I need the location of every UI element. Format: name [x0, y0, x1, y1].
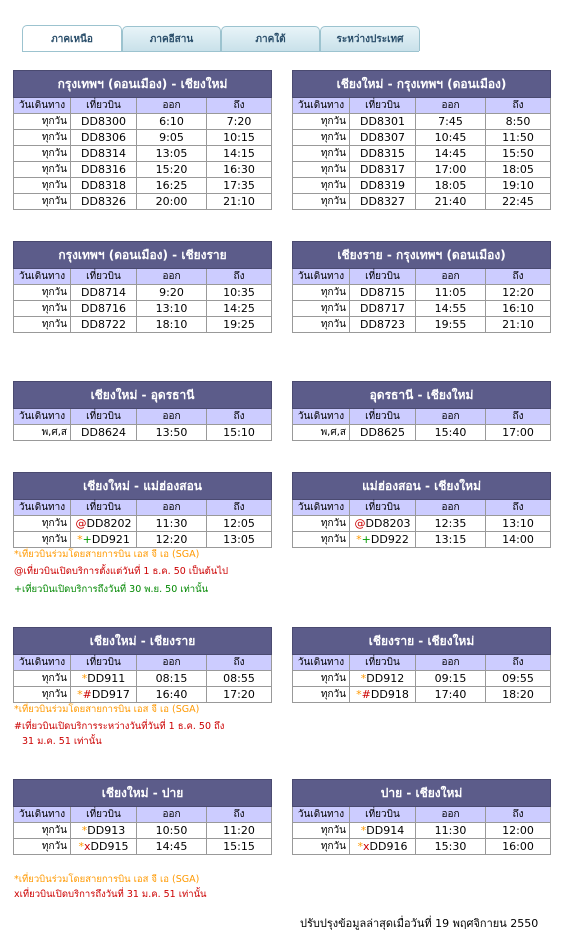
col-header-depart: ออก — [416, 98, 486, 114]
travel-day: ทุกวัน — [14, 687, 71, 703]
depart-time: 18:05 — [416, 178, 486, 194]
col-header-depart: ออก — [137, 500, 207, 516]
col-header-arrive: ถึง — [207, 500, 272, 516]
col-header-flight: เที่ยวบิน — [350, 807, 416, 823]
flight-row — [14, 687, 272, 703]
flight-row — [14, 532, 272, 548]
depart-time: 13:10 — [137, 301, 207, 317]
travel-day: ทุกวัน — [293, 839, 350, 855]
flight-cell — [350, 532, 416, 548]
tab-international[interactable] — [320, 26, 420, 51]
flight-cell — [350, 146, 416, 162]
flight-row — [293, 114, 551, 130]
flight-cell — [71, 516, 137, 532]
flight-number: DD912 — [366, 672, 405, 685]
flight-note-marker: *x — [357, 840, 370, 853]
flight-cell — [71, 823, 137, 839]
col-header-flight: เที่ยวบิน — [71, 500, 137, 516]
depart-time: 20:00 — [137, 194, 207, 210]
arrive-time: 09:55 — [486, 671, 551, 687]
col-header-flight: เที่ยวบิน — [71, 807, 137, 823]
col-header-day: วันเดินทาง — [14, 807, 71, 823]
arrive-time: 8:50 — [486, 114, 551, 130]
arrive-time: 17:00 — [486, 425, 551, 441]
arrive-time: 15:15 — [207, 839, 272, 855]
col-header-flight: เที่ยวบิน — [350, 655, 416, 671]
depart-time: 11:30 — [137, 516, 207, 532]
travel-day: ทุกวัน — [14, 839, 71, 855]
flight-cell — [350, 114, 416, 130]
arrive-time: 15:10 — [207, 425, 272, 441]
note-until-date: xเที่ยวบินเปิดบริการถึงวันที่ 31 ม.ค. 51 เท่านั้น — [14, 889, 207, 900]
flight-row — [293, 178, 551, 194]
travel-day: พ,ศ,ส — [14, 425, 71, 441]
depart-time: 14:45 — [137, 839, 207, 855]
col-header-day: วันเดินทาง — [293, 269, 350, 285]
tab-label: ภาคเหนือ — [51, 33, 93, 45]
travel-day: ทุกวัน — [14, 301, 71, 317]
flight-cell — [350, 516, 416, 532]
flight-cell — [350, 162, 416, 178]
flight-number: DD8717 — [360, 302, 405, 315]
depart-time: 9:20 — [137, 285, 207, 301]
depart-time: 15:40 — [416, 425, 486, 441]
flight-row — [14, 194, 272, 210]
flight-row — [293, 823, 551, 839]
schedule-table — [292, 381, 551, 441]
col-header-day: วันเดินทาง — [293, 807, 350, 823]
depart-time: 14:45 — [416, 146, 486, 162]
flight-note-marker: @ — [75, 517, 87, 530]
depart-time: 12:35 — [416, 516, 486, 532]
arrive-time: 19:25 — [207, 317, 272, 333]
flight-cell — [350, 687, 416, 703]
col-header-arrive: ถึง — [207, 269, 272, 285]
schedule-table — [13, 627, 272, 703]
flight-cell — [350, 178, 416, 194]
travel-day: ทุกวัน — [14, 162, 71, 178]
route-title: แม่ฮ่องสอน - เชียงใหม่ — [293, 473, 551, 500]
flight-note-marker: @ — [354, 517, 366, 530]
arrive-time: 16:30 — [207, 162, 272, 178]
col-header-flight: เที่ยวบิน — [350, 98, 416, 114]
flight-number: DD8319 — [360, 179, 405, 192]
flight-number: DD8307 — [360, 131, 405, 144]
flight-cell — [71, 839, 137, 855]
flight-cell — [71, 425, 137, 441]
travel-day: ทุกวัน — [293, 194, 350, 210]
flight-number: DD913 — [87, 824, 126, 837]
arrive-time: 10:35 — [207, 285, 272, 301]
col-header-arrive: ถึง — [486, 98, 551, 114]
route-title: เชียงราย - กรุงเทพฯ (ดอนเมือง) — [293, 242, 551, 269]
travel-day: ทุกวัน — [14, 516, 71, 532]
flight-number: DD8202 — [86, 517, 132, 530]
arrive-time: 17:20 — [207, 687, 272, 703]
arrive-time: 21:10 — [486, 317, 551, 333]
flight-row — [293, 130, 551, 146]
col-header-flight: เที่ยวบิน — [350, 269, 416, 285]
travel-day: ทุกวัน — [14, 194, 71, 210]
col-header-flight: เที่ยวบิน — [71, 409, 137, 425]
flight-row — [293, 162, 551, 178]
travel-day: ทุกวัน — [293, 687, 350, 703]
col-header-day: วันเดินทาง — [14, 269, 71, 285]
flight-cell — [350, 130, 416, 146]
depart-time: 17:40 — [416, 687, 486, 703]
tab-label: ระหว่างประเทศ — [336, 33, 404, 45]
note-sga: *เที่ยวบินร่วมโดยสายการบิน เอส จี เอ (SGA) — [14, 874, 200, 885]
route-title: กรุงเทพฯ (ดอนเมือง) - เชียงใหม่ — [14, 71, 272, 98]
flight-number: DD8318 — [81, 179, 126, 192]
depart-time: 21:40 — [416, 194, 486, 210]
col-header-depart: ออก — [137, 655, 207, 671]
arrive-time: 14:25 — [207, 301, 272, 317]
depart-time: 11:30 — [416, 823, 486, 839]
flight-cell — [71, 317, 137, 333]
flight-cell — [350, 425, 416, 441]
flight-row — [14, 130, 272, 146]
depart-time: 13:05 — [137, 146, 207, 162]
arrive-time: 08:55 — [207, 671, 272, 687]
note-until-date: +เที่ยวบินเปิดบริการถึงวันที่ 30 พ.ย. 50 เท่านั้น — [14, 584, 209, 595]
depart-time: 13:50 — [137, 425, 207, 441]
travel-day: ทุกวัน — [293, 162, 350, 178]
col-header-day: วันเดินทาง — [293, 98, 350, 114]
route-title: เชียงใหม่ - เชียงราย — [14, 628, 272, 655]
flight-number: DD8316 — [81, 163, 126, 176]
col-header-depart: ออก — [416, 500, 486, 516]
col-header-arrive: ถึง — [207, 655, 272, 671]
flight-number: DD914 — [366, 824, 405, 837]
flight-number: DD8315 — [360, 147, 405, 160]
col-header-arrive: ถึง — [207, 98, 272, 114]
flight-number: DD917 — [91, 688, 130, 701]
col-header-depart: ออก — [137, 98, 207, 114]
travel-day: ทุกวัน — [14, 823, 71, 839]
schedule-table — [13, 70, 272, 210]
route-title: อุดรธานี - เชียงใหม่ — [293, 382, 551, 409]
schedule-table — [292, 472, 551, 548]
col-header-day: วันเดินทาง — [293, 655, 350, 671]
depart-time: 14:55 — [416, 301, 486, 317]
travel-day: ทุกวัน — [293, 130, 350, 146]
flight-number: DD8625 — [360, 426, 405, 439]
route-title: เชียงใหม่ - กรุงเทพฯ (ดอนเมือง) — [293, 71, 551, 98]
note-from-date: @เที่ยวบินเปิดบริการตั้งแต่วันที่ 1 ธ.ค. 50 เป็นต้นไป — [14, 566, 229, 577]
depart-time: 13:15 — [416, 532, 486, 548]
tab-divider — [22, 51, 419, 52]
route-title: เชียงใหม่ - แม่ฮ่องสอน — [14, 473, 272, 500]
col-header-arrive: ถึง — [207, 807, 272, 823]
col-header-arrive: ถึง — [486, 409, 551, 425]
arrive-time: 21:10 — [207, 194, 272, 210]
route-title: เชียงใหม่ - ปาย — [14, 780, 272, 807]
flight-row — [14, 146, 272, 162]
arrive-time: 15:50 — [486, 146, 551, 162]
depart-time: 15:30 — [416, 839, 486, 855]
flight-cell — [71, 194, 137, 210]
flight-cell — [350, 194, 416, 210]
flight-number: DD922 — [370, 533, 409, 546]
arrive-time: 16:00 — [486, 839, 551, 855]
col-header-depart: ออก — [416, 655, 486, 671]
flight-number: DD8714 — [81, 286, 126, 299]
flight-row — [14, 301, 272, 317]
col-header-day: วันเดินทาง — [14, 409, 71, 425]
flight-row — [14, 317, 272, 333]
depart-time: 09:15 — [416, 671, 486, 687]
travel-day: ทุกวัน — [14, 146, 71, 162]
flight-cell — [71, 114, 137, 130]
tab-label: ภาคอีสาน — [149, 33, 194, 45]
col-header-arrive: ถึง — [486, 500, 551, 516]
travel-day: ทุกวัน — [14, 285, 71, 301]
travel-day: ทุกวัน — [293, 146, 350, 162]
travel-day: ทุกวัน — [293, 516, 350, 532]
col-header-flight: เที่ยวบิน — [350, 409, 416, 425]
flight-row — [293, 194, 551, 210]
flight-cell — [71, 687, 137, 703]
flight-note-marker: *+ — [77, 533, 92, 546]
flight-note-marker: *# — [356, 688, 371, 701]
depart-time: 17:00 — [416, 162, 486, 178]
col-header-day: วันเดินทาง — [14, 500, 71, 516]
depart-time: 16:40 — [137, 687, 207, 703]
travel-day: ทุกวัน — [14, 317, 71, 333]
travel-day: ทุกวัน — [293, 301, 350, 317]
travel-day: พ,ศ,ส — [293, 425, 350, 441]
flight-cell — [350, 301, 416, 317]
travel-day: ทุกวัน — [293, 285, 350, 301]
arrive-time: 10:15 — [207, 130, 272, 146]
flight-cell — [350, 285, 416, 301]
tab-northeast[interactable] — [122, 26, 221, 51]
flight-cell — [71, 285, 137, 301]
flight-note-marker: * — [360, 672, 367, 685]
flight-number: DD8624 — [81, 426, 126, 439]
travel-day: ทุกวัน — [293, 532, 350, 548]
col-header-day: วันเดินทาง — [293, 500, 350, 516]
flight-row — [293, 285, 551, 301]
flight-number: DD8723 — [360, 318, 405, 331]
depart-time: 16:25 — [137, 178, 207, 194]
schedule-table — [292, 627, 551, 703]
schedule-table — [13, 472, 272, 548]
arrive-time: 12:05 — [207, 516, 272, 532]
arrive-time: 13:10 — [486, 516, 551, 532]
depart-time: 19:55 — [416, 317, 486, 333]
flight-cell — [350, 671, 416, 687]
flight-note-marker: *# — [77, 688, 92, 701]
depart-time: 10:45 — [416, 130, 486, 146]
travel-day: ทุกวัน — [293, 178, 350, 194]
depart-time: 7:45 — [416, 114, 486, 130]
flight-number: DD8300 — [81, 115, 126, 128]
travel-day: ทุกวัน — [293, 823, 350, 839]
flight-number: DD916 — [369, 840, 408, 853]
schedule-table — [13, 241, 272, 333]
col-header-depart: ออก — [137, 409, 207, 425]
travel-day: ทุกวัน — [293, 671, 350, 687]
col-header-arrive: ถึง — [486, 269, 551, 285]
flight-cell — [71, 162, 137, 178]
flight-number: DD8715 — [360, 286, 405, 299]
flight-row — [293, 301, 551, 317]
flight-cell — [71, 130, 137, 146]
tab-south[interactable] — [221, 26, 320, 51]
flight-number: DD8722 — [81, 318, 126, 331]
flight-row — [293, 532, 551, 548]
flight-row — [14, 178, 272, 194]
flight-note-marker: * — [81, 824, 88, 837]
col-header-arrive: ถึง — [486, 655, 551, 671]
arrive-time: 12:00 — [486, 823, 551, 839]
flight-cell — [350, 839, 416, 855]
travel-day: ทุกวัน — [14, 671, 71, 687]
arrive-time: 11:50 — [486, 130, 551, 146]
flight-number: DD918 — [370, 688, 409, 701]
flight-number: DD8326 — [81, 195, 126, 208]
flight-number: DD8317 — [360, 163, 405, 176]
travel-day: ทุกวัน — [14, 178, 71, 194]
arrive-time: 17:35 — [207, 178, 272, 194]
flight-row — [293, 839, 551, 855]
col-header-depart: ออก — [416, 807, 486, 823]
schedule-table — [292, 70, 551, 210]
arrive-time: 22:45 — [486, 194, 551, 210]
flight-row — [14, 516, 272, 532]
col-header-flight: เที่ยวบิน — [71, 269, 137, 285]
flight-row — [14, 425, 272, 441]
depart-time: 10:50 — [137, 823, 207, 839]
arrive-time: 14:15 — [207, 146, 272, 162]
schedule-table — [292, 779, 551, 855]
route-title: เชียงใหม่ - อุดรธานี — [14, 382, 272, 409]
tab-label: ภาคใต้ — [255, 33, 286, 45]
route-title: ปาย - เชียงใหม่ — [293, 780, 551, 807]
travel-day: ทุกวัน — [293, 317, 350, 333]
flight-cell — [71, 146, 137, 162]
flight-cell — [71, 671, 137, 687]
arrive-time: 14:00 — [486, 532, 551, 548]
travel-day: ทุกวัน — [14, 130, 71, 146]
route-title: กรุงเทพฯ (ดอนเมือง) - เชียงราย — [14, 242, 272, 269]
tab-north[interactable] — [22, 25, 122, 52]
col-header-day: วันเดินทาง — [14, 655, 71, 671]
flight-cell — [71, 532, 137, 548]
flight-row — [293, 146, 551, 162]
arrive-time: 18:05 — [486, 162, 551, 178]
flight-row — [293, 317, 551, 333]
last-updated: ปรับปรุงข้อมูลล่าสุดเมื่อวันที่ 19 พฤศจิกายน 2550 — [300, 917, 539, 930]
col-header-depart: ออก — [137, 269, 207, 285]
col-header-arrive: ถึง — [207, 409, 272, 425]
col-header-flight: เที่ยวบิน — [350, 500, 416, 516]
schedule-table — [13, 779, 272, 855]
flight-row — [293, 671, 551, 687]
note-date-range: #เที่ยวบินเปิดบริการระหว่างวันที่วันที่ 1 ธ.ค. 50 ถึง — [14, 721, 225, 732]
col-header-day: วันเดินทาง — [293, 409, 350, 425]
flight-row — [293, 425, 551, 441]
depart-time: 11:05 — [416, 285, 486, 301]
flight-row — [293, 687, 551, 703]
flight-row — [14, 823, 272, 839]
travel-day: ทุกวัน — [293, 114, 350, 130]
flight-number: DD8314 — [81, 147, 126, 160]
note-sga: *เที่ยวบินร่วมโดยสายการบิน เอส จี เอ (SGA) — [14, 704, 200, 715]
depart-time: 15:20 — [137, 162, 207, 178]
arrive-time: 19:10 — [486, 178, 551, 194]
flight-row — [14, 671, 272, 687]
flight-cell — [71, 178, 137, 194]
depart-time: 18:10 — [137, 317, 207, 333]
col-header-day: วันเดินทาง — [14, 98, 71, 114]
flight-number: DD8306 — [81, 131, 126, 144]
depart-time: 12:20 — [137, 532, 207, 548]
flight-note-marker: *+ — [356, 533, 371, 546]
col-header-depart: ออก — [416, 269, 486, 285]
flight-number: DD8203 — [365, 517, 411, 530]
flight-note-marker: *x — [78, 840, 91, 853]
flight-number: DD921 — [91, 533, 130, 546]
arrive-time: 12:20 — [486, 285, 551, 301]
flight-row — [14, 114, 272, 130]
flight-row — [293, 516, 551, 532]
col-header-depart: ออก — [137, 807, 207, 823]
arrive-time: 13:05 — [207, 532, 272, 548]
travel-day: ทุกวัน — [14, 532, 71, 548]
flight-row — [14, 285, 272, 301]
arrive-time: 18:20 — [486, 687, 551, 703]
travel-day: ทุกวัน — [14, 114, 71, 130]
flight-note-marker: * — [81, 672, 88, 685]
flight-row — [14, 839, 272, 855]
flight-number: DD8716 — [81, 302, 126, 315]
col-header-flight: เที่ยวบิน — [71, 98, 137, 114]
depart-time: 9:05 — [137, 130, 207, 146]
flight-row — [14, 162, 272, 178]
flight-number: DD8301 — [360, 115, 405, 128]
schedule-table — [13, 381, 272, 441]
note-date-range-end: 31 ม.ค. 51 เท่านั้น — [22, 736, 102, 747]
route-title: เชียงราย - เชียงใหม่ — [293, 628, 551, 655]
flight-number: DD915 — [90, 840, 129, 853]
schedule-table — [292, 241, 551, 333]
arrive-time: 11:20 — [207, 823, 272, 839]
flight-note-marker: * — [360, 824, 367, 837]
note-sga: *เที่ยวบินร่วมโดยสายการบิน เอส จี เอ (SGA) — [14, 549, 200, 560]
depart-time: 08:15 — [137, 671, 207, 687]
flight-cell — [350, 317, 416, 333]
arrive-time: 7:20 — [207, 114, 272, 130]
col-header-flight: เที่ยวบิน — [71, 655, 137, 671]
flight-cell — [71, 301, 137, 317]
depart-time: 6:10 — [137, 114, 207, 130]
flight-cell — [350, 823, 416, 839]
arrive-time: 16:10 — [486, 301, 551, 317]
col-header-depart: ออก — [416, 409, 486, 425]
flight-number: DD8327 — [360, 195, 405, 208]
flight-number: DD911 — [87, 672, 126, 685]
col-header-arrive: ถึง — [486, 807, 551, 823]
